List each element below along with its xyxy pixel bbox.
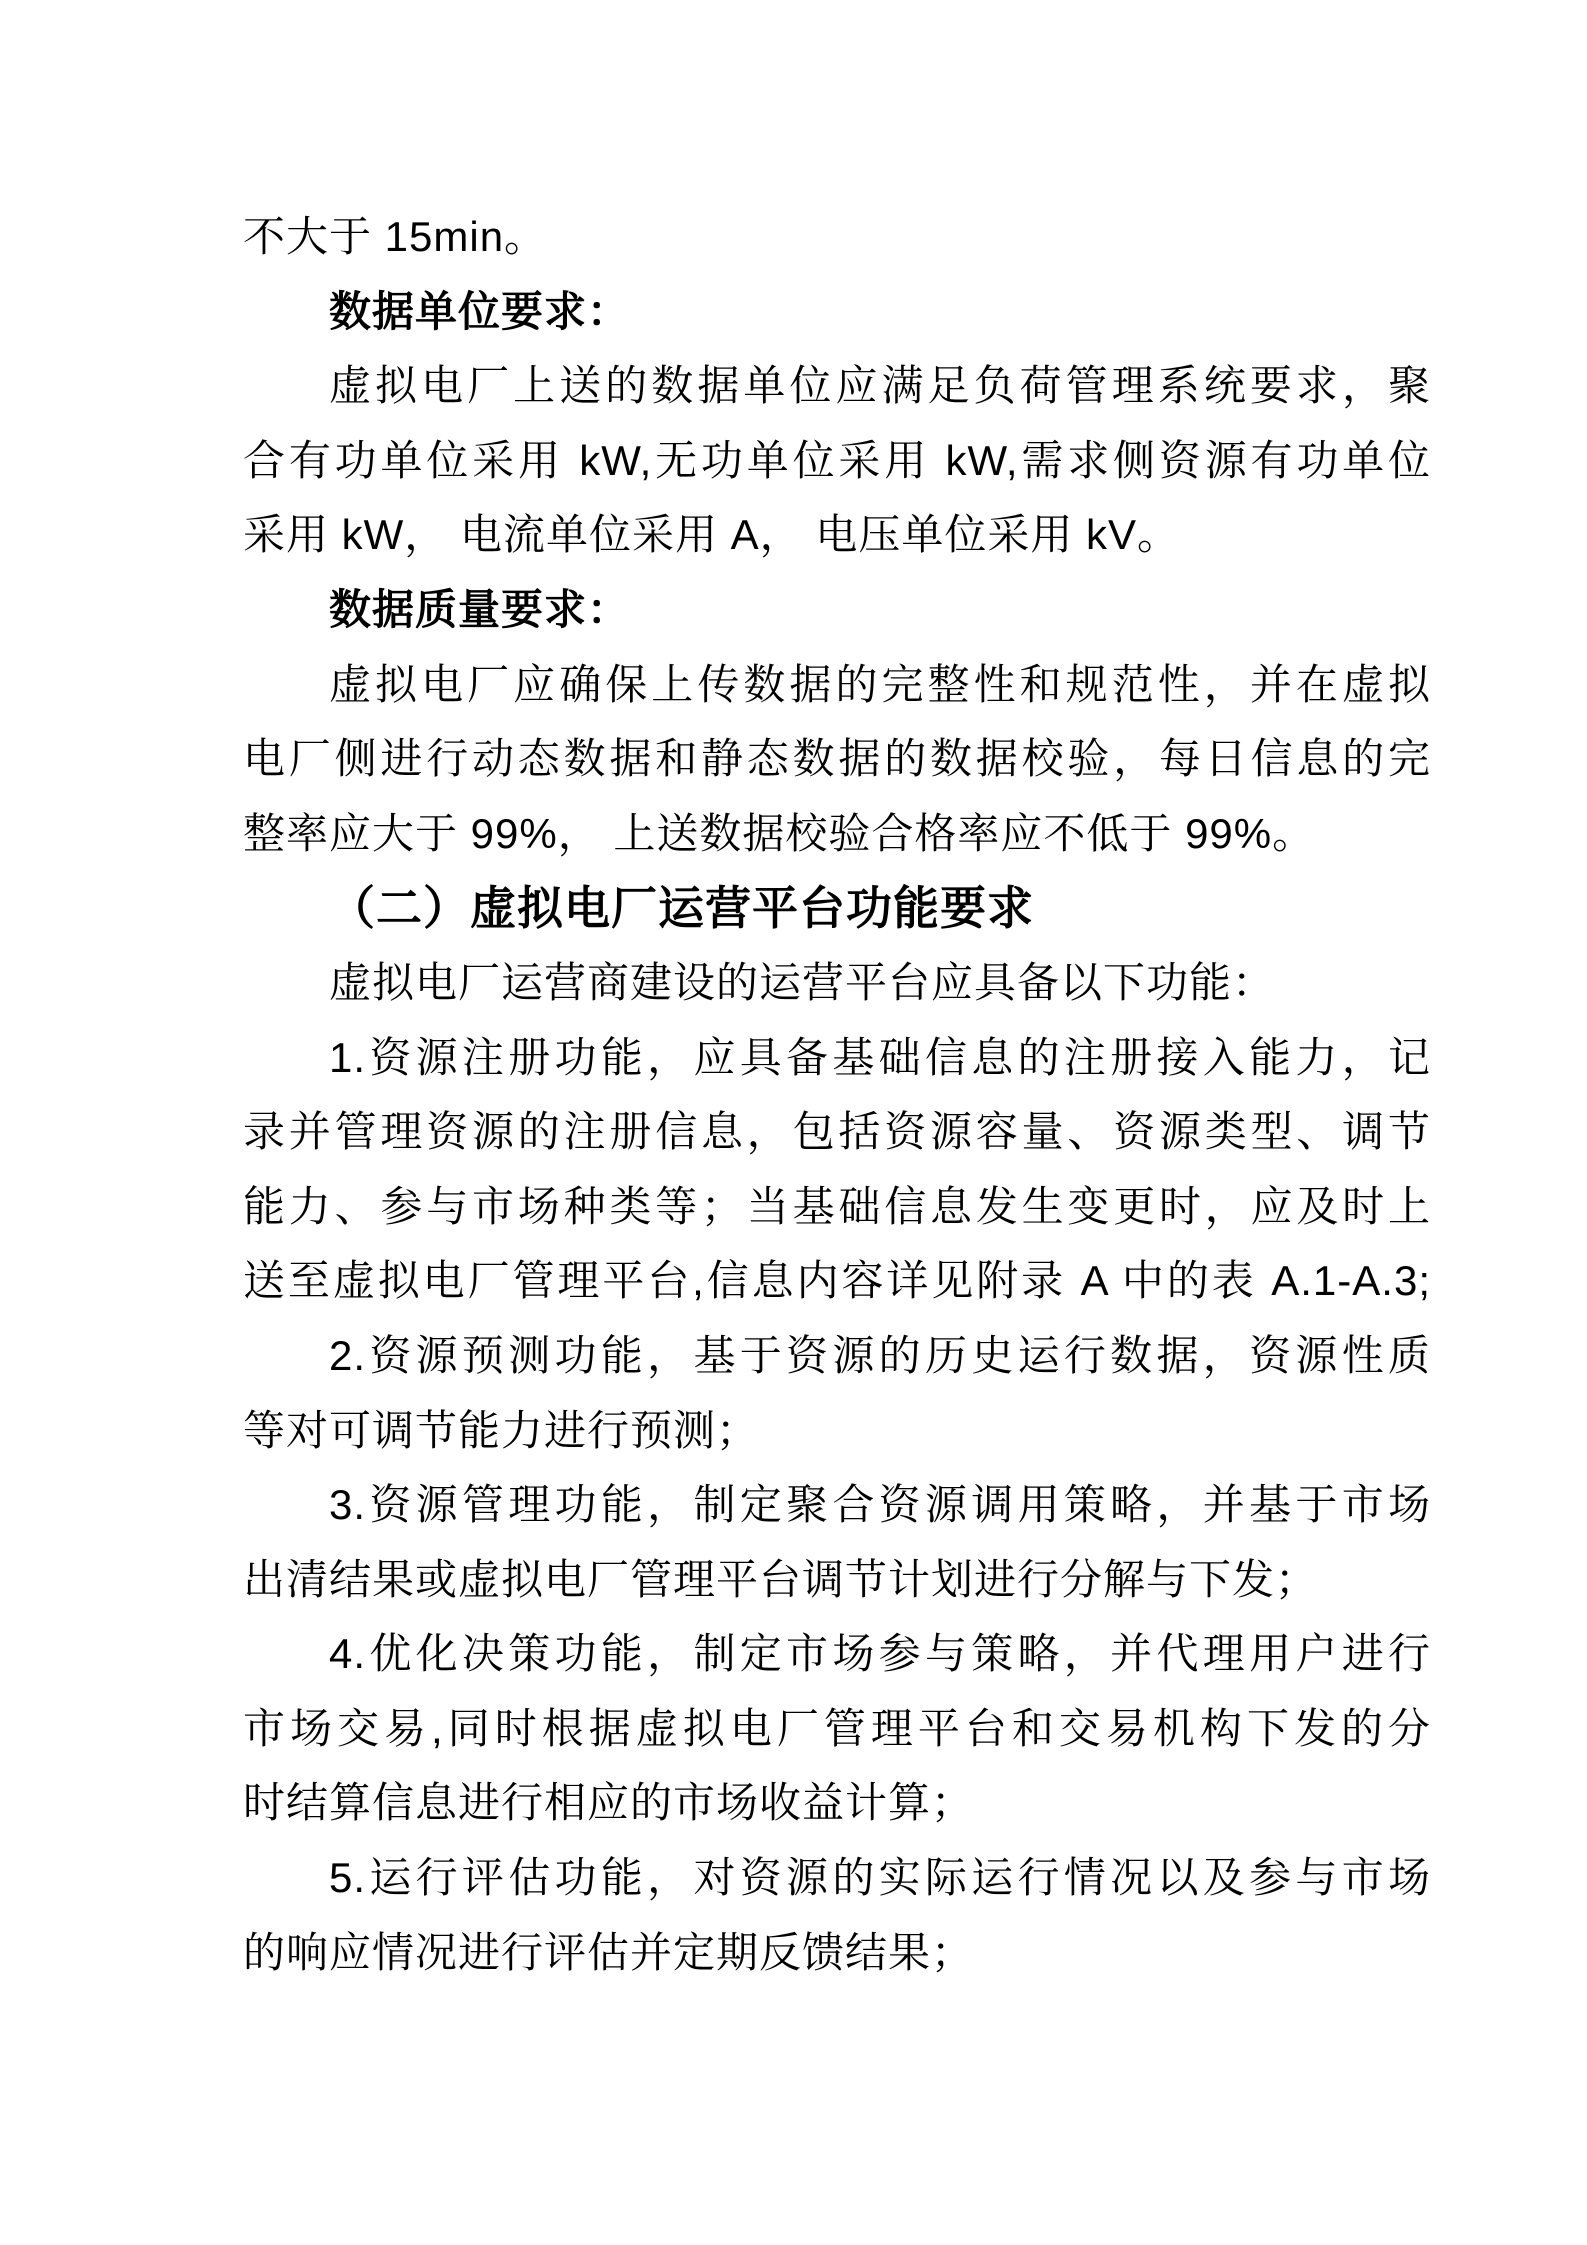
body-line-item-3: 3.资源管理功能，制定聚合资源调用策略，并基于市场 <box>329 1481 1431 1529</box>
body-line: 录并管理资源的注册信息，包括资源容量、资源类型、调节 <box>243 1108 1431 1156</box>
body-line: 送至虚拟电厂管理平台,信息内容详见附录 A 中的表 A.1-A.3; <box>243 1257 1431 1305</box>
body-line-item-5: 5.运行评估功能，对资源的实际运行情况以及参与市场 <box>329 1854 1431 1902</box>
body-line: 出清结果或虚拟电厂管理平台调节计划进行分解与下发； <box>243 1555 1319 1603</box>
body-line: 采用 kW， 电流单位采用 A， 电压单位采用 kV。 <box>243 511 1181 559</box>
body-line: 的响应情况进行评估并定期反馈结果； <box>243 1928 975 1976</box>
body-line: 等对可调节能力进行预测； <box>243 1406 760 1454</box>
body-line-item-1: 1.资源注册功能，应具备基础信息的注册接入能力，记 <box>329 1033 1431 1081</box>
text-block <box>243 200 1431 1990</box>
section-heading-platform-functions: （二）虚拟电厂运营平台功能要求 <box>329 882 1034 935</box>
body-line-item-4: 4.优化决策功能，制定市场参与策略，并代理用户进行 <box>329 1630 1431 1678</box>
subheading-data-quality-requirements: 数据质量要求： <box>329 585 631 633</box>
body-line: 虚拟电厂运营商建设的运营平台应具备以下功能： <box>329 958 1276 1006</box>
body-line: 能力、参与市场种类等；当基础信息发生变更时，应及时上 <box>243 1182 1431 1230</box>
body-line: 时结算信息进行相应的市场收益计算； <box>243 1779 975 1827</box>
body-line: 整率应大于 99%， 上送数据校验合格率应不低于 99%。 <box>243 809 1316 857</box>
body-line: 市场交易,同时根据虚拟电厂管理平台和交易机构下发的分 <box>243 1704 1431 1752</box>
body-line: 虚拟电厂应确保上传数据的完整性和规范性，并在虚拟 <box>329 660 1431 708</box>
subheading-data-unit-requirements: 数据单位要求： <box>329 287 631 335</box>
body-line-item-2: 2.资源预测功能，基于资源的历史运行数据，资源性质 <box>329 1331 1431 1379</box>
body-line: 电厂侧进行动态数据和静态数据的数据校验，每日信息的完 <box>243 735 1431 783</box>
body-line: 合有功单位采用 kW,无功单位采用 kW,需求侧资源有功单位 <box>243 436 1431 484</box>
body-line: 不大于 15min。 <box>243 213 548 260</box>
body-line: 虚拟电厂上送的数据单位应满足负荷管理系统要求，聚 <box>329 362 1431 410</box>
